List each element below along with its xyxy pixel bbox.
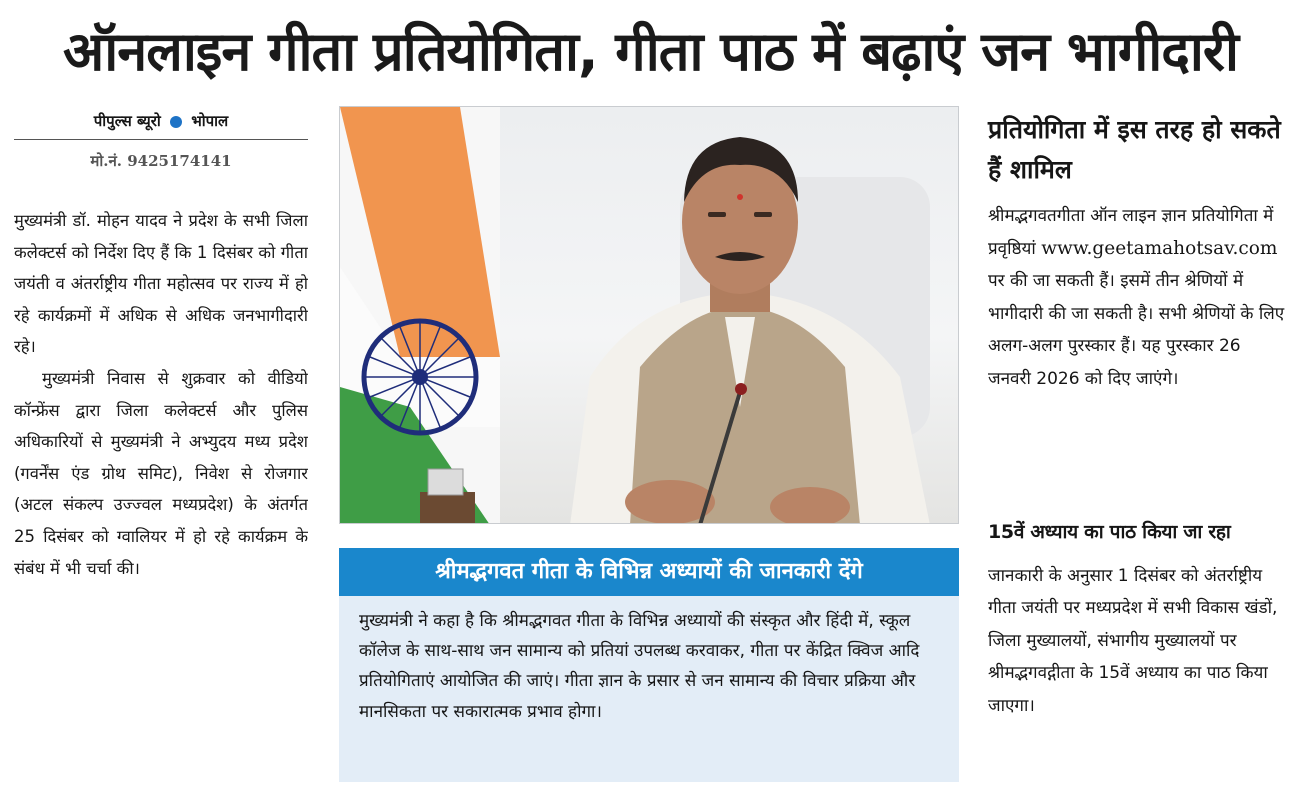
- city-name: भोपाल: [191, 112, 229, 130]
- left-paragraph-1: मुख्यमंत्री डॉ. मोहन यादव ने प्रदेश के सभी जिला कलेक्टर्स को निर्देश दिए हैं कि 1 दिसंबर को गीता जयंती व अंतर्राष्ट्रीय गीता महोत्सव पर राज्य में हो रहे कार्यक्रमों में अधिक से अधिक जनभागीदारी रहे।: [14, 211, 308, 357]
- caption-title: श्रीमद्भगवत गीता के विभिन्न अध्यायों की जानकारी देंगे: [339, 548, 959, 596]
- news-photo: [339, 106, 959, 524]
- right-text-before-url: श्रीमद्भगवतगीता ऑन लाइन ज्ञान प्रतियोगिता में प्रवृष्ठियां: [988, 206, 1274, 259]
- right-heading: प्रतियोगिता में इस तरह हो सकते हैं शामिल: [988, 115, 1281, 184]
- bureau-name: पीपुल्स ब्यूरो: [93, 112, 161, 130]
- caption-text: मुख्यमंत्री ने कहा है कि श्रीमद्भगवत गीता के विभिन्न अध्यायों की संस्कृत और हिंदी में, स्कूल कॉलेज के साथ-साथ जन सामान्य को प्रतियां उपलब्ध करवाकर, गीता पर केंद्रित क्विज आदि प्रतियोगिताएं आयोजित की जाएं। गीता ज्ञान के प्रसार से जन सामान्य की विचार प्रक्रिया और मानसिकता पर सकारात्मक प्रभाव होगा।: [339, 596, 959, 782]
- left-paragraph-2: मुख्यमंत्री निवास से शुक्रवार को वीडियो कॉन्फ्रेंस द्वारा जिला कलेक्टर्स और पुलिस अधिकारियों से मुख्यमंत्री ने अभ्युदय मध्य प्रदेश (गवर्नेंस एंड ग्रोथ समिट), निवेश से रोजगार (अटल संकल्प उज्ज्वल मध्यप्रदेश) के अंतर्गत 25 दिसंबर को ग्वालियर में हो रहे कार्यक्रम के संबंध में भी चर्चा की।: [14, 368, 308, 578]
- right-paragraph-1: [988, 200, 1286, 502]
- left-article-body: [14, 205, 308, 795]
- website-url: www.geetamahotsav.com: [1041, 237, 1278, 259]
- mobile-number: मो.नं. 9425174141: [90, 152, 232, 170]
- right-subheading: 15वें अध्याय का पाठ किया जा रहा: [988, 521, 1231, 543]
- byline: [14, 106, 308, 136]
- headline: ऑनलाइन गीता प्रतियोगिता, गीता पाठ में बढ़ाएं जन भागीदारी: [63, 20, 1238, 83]
- ashoka-chakra-icon: [364, 321, 476, 433]
- bullet-dot-icon: [170, 116, 182, 128]
- byline-divider: [14, 139, 308, 140]
- right-text-after-url: पर की जा सकती हैं। इसमें तीन श्रेणियों में भागीदारी की जा सकती है। सभी श्रेणियों के लिए अलग-अलग पुरस्कार हैं। यह पुरस्कार 26 जनवरी 2026 को दिए जाएंगे।: [988, 271, 1285, 389]
- chief-minister-photo-icon: [340, 107, 959, 524]
- right-paragraph-2: जानकारी के अनुसार 1 दिसंबर को अंतर्राष्ट्रीय गीता जयंती पर मध्यप्रदेश में सभी विकास खंडों, जिला मुख्यालयों, संभागीय मुख्यालयों पर श्रीमद्भगवद्गीता के 15वें अध्याय का पाठ किया जाएगा।: [988, 566, 1278, 716]
